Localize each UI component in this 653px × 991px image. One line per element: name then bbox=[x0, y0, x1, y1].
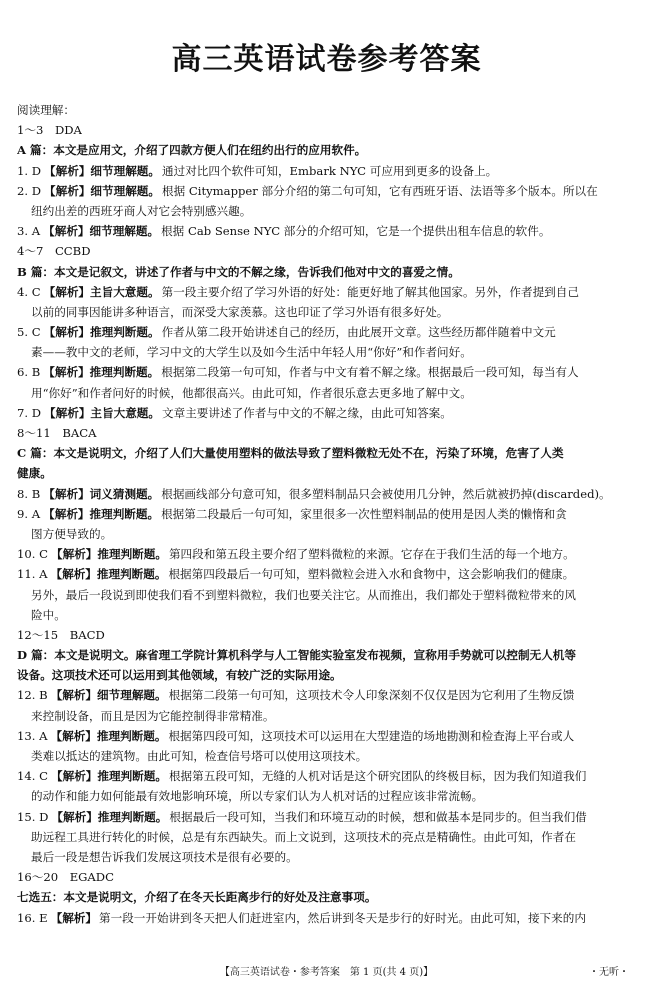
analysis-text: 根据 Cab Sense NYC 部分的介绍可知，它是一个提供出租车信息的软件。 bbox=[161, 224, 551, 239]
analysis-text: 作者从第二段开始讲述自己的经历，由此展开文章。这些经历都伴随着中文元 bbox=[161, 325, 556, 340]
analysis-text: 第一段一开始讲到冬天把人们赶进室内，然后讲到冬天是步行的好时光。由此可知，接下来的内 bbox=[98, 910, 586, 925]
analysis-text: 文章主要讲述了作者与中文的不解之缘，由此可知答案。 bbox=[162, 405, 452, 420]
answer-item bbox=[17, 544, 639, 564]
answer-item bbox=[17, 161, 639, 181]
analysis-continued: 最后一段是想告诉我们发展这项技术是很有必要的。 bbox=[31, 849, 298, 864]
answer-number: 8. B bbox=[17, 486, 41, 501]
analysis-continued: 用“你好”和作者问好的时候，他都很高兴。由此可知，作者很乐意去更多地了解中文。 bbox=[31, 385, 472, 400]
answer-number: 16. E bbox=[17, 910, 48, 925]
passage-summary: 七选五：本文是说明文，介绍了在冬天长距离步行的好处及注意事项。 bbox=[17, 890, 377, 905]
answer-number: 9. A bbox=[17, 506, 41, 521]
answer-number: 15. D bbox=[17, 809, 49, 824]
answer-number: 10. C bbox=[17, 547, 48, 562]
analysis-text: 根据第四段可知，这项技术可以运用在大型建造的场地勘测和检查海上平台或人 bbox=[168, 728, 575, 743]
answer-number: 11. A bbox=[17, 567, 48, 582]
analysis-text: 根据 Citymapper 部分介绍的第二句可知，它有西班牙语、法语等多个版本。所以在 bbox=[162, 183, 598, 198]
answer-item bbox=[17, 484, 639, 504]
analysis-continued: 纽约出差的西班牙商人对它会特别感兴趣。 bbox=[31, 203, 252, 218]
analysis-tag: 【解析】细节理解题。 bbox=[43, 224, 160, 239]
analysis-text: 根据第二段第一句可知，这项技术令人印象深刻不仅仅是因为它利用了生物反馈 bbox=[168, 688, 575, 703]
analysis-tag: 【解析】主旨大意题。 bbox=[44, 405, 160, 420]
answer-number: 4. C bbox=[17, 284, 41, 299]
answer-number: 6. B bbox=[17, 365, 41, 380]
analysis-tag: 【解析】推理判断题。 bbox=[51, 547, 167, 562]
analysis-continued: 以前的同事因能讲多种语言，而深受大家羡慕。这也印证了学习外语有很多好处。 bbox=[31, 304, 449, 319]
analysis-continued: 来控制设备，而且是因为它能控制得非常精准。 bbox=[31, 708, 275, 723]
analysis-tag: 【解析】推理判断题。 bbox=[50, 728, 167, 743]
answer-item bbox=[17, 766, 639, 786]
passage-summary: C 篇：本文是说明文，介绍了人们大量使用塑料的做法导致了塑料微粒无处不在，污染了环境，危害了人类 bbox=[17, 446, 564, 461]
footer-mark: ・无听・ bbox=[589, 967, 629, 978]
answer-item bbox=[17, 362, 639, 382]
analysis-continued: 另外，最后一段说到即使我们看不到塑料微粒，我们也要关注它。从而推出，我们都处于塑料微粒带来的风 bbox=[31, 587, 576, 602]
answer-number: 13. A bbox=[17, 728, 48, 743]
answer-key-row: 4～7 CCBD bbox=[17, 244, 91, 259]
answer-item bbox=[17, 685, 639, 705]
analysis-tag: 【解析】推理判断题。 bbox=[51, 809, 168, 824]
analysis-tag: 【解析】推理判断题。 bbox=[43, 325, 160, 340]
answer-item bbox=[17, 221, 639, 241]
answer-number: 2. D bbox=[17, 183, 42, 198]
page-title: 高三英语试卷参考答案 bbox=[171, 42, 482, 77]
answer-item bbox=[17, 181, 639, 201]
analysis-text: 根据第五段可知，无缝的人机对话是这个研究团队的终极目标，因为我们知道我们 bbox=[168, 769, 587, 784]
analysis-continued: 险中。 bbox=[31, 607, 66, 622]
answer-item bbox=[17, 564, 639, 584]
analysis-continued: 类难以抵达的建筑物。由此可知，检查信号塔可以使用这项技术。 bbox=[31, 749, 368, 763]
analysis-tag: 【解析】细节理解题。 bbox=[50, 688, 167, 703]
answer-number: 12. B bbox=[17, 688, 48, 703]
passage-summary: B 篇：本文是记叙文，讲述了作者与中文的不解之缘，告诉我们他对中文的喜爱之情。 bbox=[17, 264, 460, 279]
analysis-text: 第一段主要介绍了学习外语的好处：能更好地了解其他国家。另外，作者提到自己 bbox=[161, 284, 579, 299]
answer-item bbox=[17, 807, 639, 827]
analysis-tag: 【解析】推理判断题。 bbox=[50, 567, 167, 582]
answer-key-row: 8～11 BACA bbox=[17, 426, 97, 440]
answer-key-row: 12～15 BACD bbox=[17, 627, 105, 642]
analysis-text: 通过对比四个软件可知，Embark NYC 可应用到更多的设备上。 bbox=[162, 163, 498, 178]
analysis-text: 根据画线部分句意可知，很多塑料制品只会被使用几分钟，然后就被扔掉(discarded)。 bbox=[161, 486, 611, 501]
answer-number: 1. D bbox=[17, 163, 42, 178]
answer-item bbox=[17, 726, 639, 746]
answer-item bbox=[17, 322, 639, 342]
answer-number: 5. C bbox=[17, 325, 41, 340]
answer-content bbox=[17, 100, 639, 928]
passage-summary: A 篇：本文是应用文，介绍了四款方便人们在纽约出行的应用软件。 bbox=[17, 143, 367, 158]
analysis-text: 第四段和第五段主要介绍了塑料微粒的来源。它存在于我们生活的每一个地方。 bbox=[168, 547, 575, 562]
passage-summary: D 篇：本文是说明文。麻省理工学院计算机科学与人工智能实验室发布视频，宣称用手势就可以控制无人机等 bbox=[17, 648, 577, 663]
analysis-text: 根据第四段最后一句可知，塑料微粒会进入水和食物中，这会影响我们的健康。 bbox=[168, 567, 575, 582]
analysis-text: 根据最后一段可知，当我们和环境互动的时候，想和做基本是同步的。但当我们借 bbox=[169, 809, 587, 824]
analysis-tag: 【解析】推理判断题。 bbox=[43, 506, 160, 521]
answer-number: 3. A bbox=[17, 224, 41, 239]
analysis-text: 根据第二段第一句可知，作者与中文有着不解之缘。根据最后一段可知，每当有人 bbox=[161, 365, 579, 380]
analysis-tag: 【解析】推理判断题。 bbox=[51, 769, 167, 784]
page-footer: 【高三英语试卷・参考答案 第 1 页(共 4 页)】 bbox=[219, 967, 434, 978]
analysis-continued: 图方便导致的。 bbox=[31, 526, 113, 541]
answer-item bbox=[17, 504, 639, 524]
section-heading: 阅读理解： bbox=[17, 103, 75, 117]
answer-key-row: 1～3 DDA bbox=[17, 123, 82, 138]
analysis-tag: 【解析】词义猜测题。 bbox=[43, 486, 160, 501]
answer-number: 14. C bbox=[17, 769, 48, 784]
answer-item bbox=[17, 282, 639, 302]
passage-summary-continued: 健康。 bbox=[17, 466, 52, 481]
analysis-tag: 【解析】推理判断题。 bbox=[43, 365, 160, 380]
analysis-continued: 的动作和能力如何能最有效地影响环境，所以专家们认为人机对话的过程应该非常流畅。 bbox=[31, 789, 484, 804]
answer-item bbox=[17, 908, 639, 928]
passage-summary-continued: 设备。这项技术还可以运用到其他领域，有较广泛的实际用途。 bbox=[17, 668, 342, 683]
analysis-tag: 【解析】细节理解题。 bbox=[44, 163, 160, 178]
analysis-continued: 素——教中文的老师，学习中文的大学生以及如今生活中年轻人用“你好”和作者问好。 bbox=[31, 345, 472, 360]
answer-number: 7. D bbox=[17, 405, 42, 420]
analysis-tag: 【解析】细节理解题。 bbox=[44, 183, 160, 198]
analysis-continued: 助远程工具进行转化的时候，总是有东西缺失。而上文说到，这项技术的亮点是精确性。由此可知，作者在 bbox=[31, 829, 576, 844]
analysis-text: 根据第二段最后一句可知，家里很多一次性塑料制品的使用是因人类的懒惰和贪 bbox=[161, 506, 567, 521]
analysis-tag: 【解析】主旨大意题。 bbox=[43, 284, 160, 299]
answer-key-row: 16～20 EGADC bbox=[17, 870, 114, 885]
analysis-tag: 【解析】 bbox=[50, 910, 97, 925]
answer-item bbox=[17, 403, 639, 423]
